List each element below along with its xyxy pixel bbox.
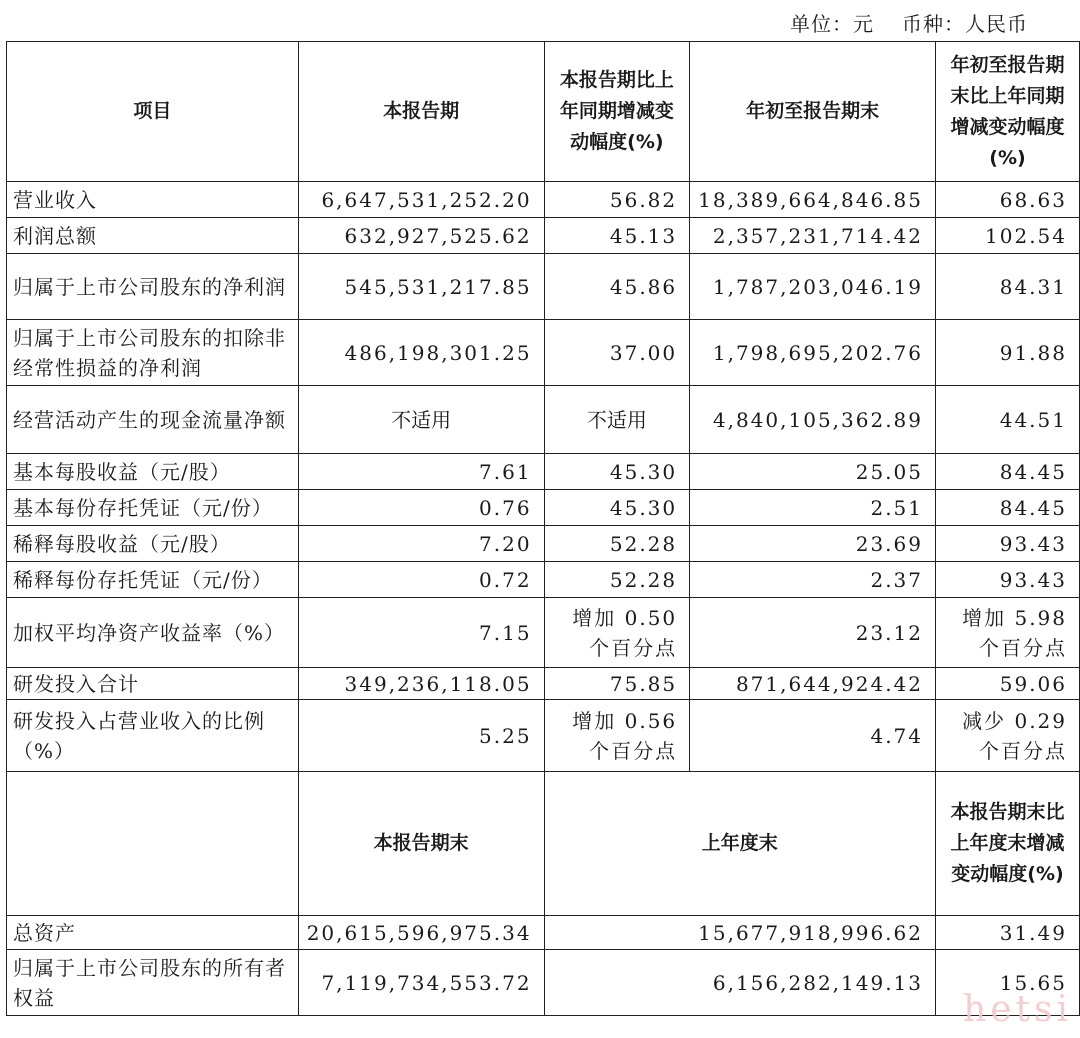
row2-period-end: 20,615,596,975.34: [298, 916, 544, 950]
row-ytd: 1,798,695,202.76: [690, 320, 936, 386]
row-current: 349,236,118.05: [298, 668, 544, 700]
watermark-logo: hetsi: [963, 989, 1072, 1030]
row-current: 0.76: [298, 490, 544, 526]
row-ytd-change: 59.06: [936, 668, 1080, 700]
row-item: 归属于上市公司股东的扣除非经常性损益的净利润: [7, 320, 299, 386]
row-current: 6,647,531,252.20: [298, 182, 544, 218]
row2-item: 归属于上市公司股东的所有者权益: [7, 950, 299, 1016]
table-row: [7, 950, 1080, 1016]
header2-change: 本报告期末比上年度末增减变动幅度(%): [936, 772, 1080, 916]
table-row: [7, 490, 1080, 526]
row-item: 营业收入: [7, 182, 299, 218]
row-current-change: 增加 0.56 个百分点: [544, 700, 690, 772]
table-row: [7, 700, 1080, 772]
table-row: [7, 454, 1080, 490]
table-row: [7, 598, 1080, 668]
table-row: [7, 386, 1080, 454]
row-ytd: 4.74: [690, 700, 936, 772]
row-current-change: 45.30: [544, 490, 690, 526]
row-current-change: 75.85: [544, 668, 690, 700]
row-item: 研发投入合计: [7, 668, 299, 700]
row-item: 加权平均净资产收益率（%）: [7, 598, 299, 668]
row-current: 7.15: [298, 598, 544, 668]
row-ytd-change: 93.43: [936, 562, 1080, 598]
table-row: [7, 668, 1080, 700]
row-item: 研发投入占营业收入的比例（%）: [7, 700, 299, 772]
row-ytd-change: 84.45: [936, 454, 1080, 490]
row-ytd-change: 68.63: [936, 182, 1080, 218]
row2-last-year-end: 6,156,282,149.13: [544, 950, 935, 1016]
row-item: 利润总额: [7, 218, 299, 254]
table-row: [7, 254, 1080, 320]
row2-change: 31.49: [936, 916, 1080, 950]
row-ytd: 2.37: [690, 562, 936, 598]
row-ytd-change: 84.45: [936, 490, 1080, 526]
row-ytd-change: 44.51: [936, 386, 1080, 454]
table-row: [7, 218, 1080, 254]
row-item: 基本每份存托凭证（元/份）: [7, 490, 299, 526]
row-current: 不适用: [298, 386, 544, 454]
header-row: [7, 42, 1080, 182]
row-current-change: 56.82: [544, 182, 690, 218]
header-item: 项目: [7, 42, 299, 182]
row-current-change: 52.28: [544, 526, 690, 562]
row-ytd-change: 增加 5.98 个百分点: [936, 598, 1080, 668]
row-ytd-change: 84.31: [936, 254, 1080, 320]
row-ytd: 1,787,203,046.19: [690, 254, 936, 320]
table-row: [7, 182, 1080, 218]
row-current: 0.72: [298, 562, 544, 598]
header-current: 本报告期: [298, 42, 544, 182]
row-ytd-change: 减少 0.29 个百分点: [936, 700, 1080, 772]
row2-item: 总资产: [7, 916, 299, 950]
row-ytd-change: 93.43: [936, 526, 1080, 562]
table-row: [7, 526, 1080, 562]
row-current-change: 45.13: [544, 218, 690, 254]
header2-period-end: 本报告期末: [298, 772, 544, 916]
row-ytd: 2,357,231,714.42: [690, 218, 936, 254]
row-current: 632,927,525.62: [298, 218, 544, 254]
row-item: 归属于上市公司股东的净利润: [7, 254, 299, 320]
row-current-change: 45.86: [544, 254, 690, 320]
row-current-change: 增加 0.50 个百分点: [544, 598, 690, 668]
row-item: 经营活动产生的现金流量净额: [7, 386, 299, 454]
row2-period-end: 7,119,734,553.72: [298, 950, 544, 1016]
unit-label: 单位：元: [790, 12, 874, 36]
header-row-2: [7, 772, 1080, 916]
unit-line: [790, 8, 1028, 37]
row-current: 7.61: [298, 454, 544, 490]
header-ytd: 年初至报告期末: [690, 42, 936, 182]
header2-item-blank: [7, 772, 299, 916]
row-current-change: 37.00: [544, 320, 690, 386]
financial-data-table: [6, 41, 1080, 1016]
row-item: 基本每股收益（元/股）: [7, 454, 299, 490]
row-current-change: 52.28: [544, 562, 690, 598]
row-ytd-change: 91.88: [936, 320, 1080, 386]
row-current: 7.20: [298, 526, 544, 562]
table-row: [7, 562, 1080, 598]
header-current-change: 本报告期比上年同期增减变动幅度(%): [544, 42, 690, 182]
header2-last-year-end: 上年度末: [544, 772, 935, 916]
currency-label: 币种：人民币: [902, 12, 1028, 36]
row-ytd: 18,389,664,846.85: [690, 182, 936, 218]
row-current-change: 45.30: [544, 454, 690, 490]
row-ytd: 25.05: [690, 454, 936, 490]
table-row: [7, 320, 1080, 386]
table-row: [7, 916, 1080, 950]
row-ytd-change: 102.54: [936, 218, 1080, 254]
row2-change: 15.65: [936, 950, 1080, 1016]
row-current: 545,531,217.85: [298, 254, 544, 320]
row-item: 稀释每股收益（元/股）: [7, 526, 299, 562]
row-item: 稀释每份存托凭证（元/份）: [7, 562, 299, 598]
row-ytd: 871,644,924.42: [690, 668, 936, 700]
row-ytd: 23.12: [690, 598, 936, 668]
row-current-change: 不适用: [544, 386, 690, 454]
header-ytd-change: 年初至报告期末比上年同期增减变动幅度(%): [936, 42, 1080, 182]
row-ytd: 2.51: [690, 490, 936, 526]
row2-last-year-end: 15,677,918,996.62: [544, 916, 935, 950]
row-current: 5.25: [298, 700, 544, 772]
row-current: 486,198,301.25: [298, 320, 544, 386]
row-ytd: 4,840,105,362.89: [690, 386, 936, 454]
row-ytd: 23.69: [690, 526, 936, 562]
